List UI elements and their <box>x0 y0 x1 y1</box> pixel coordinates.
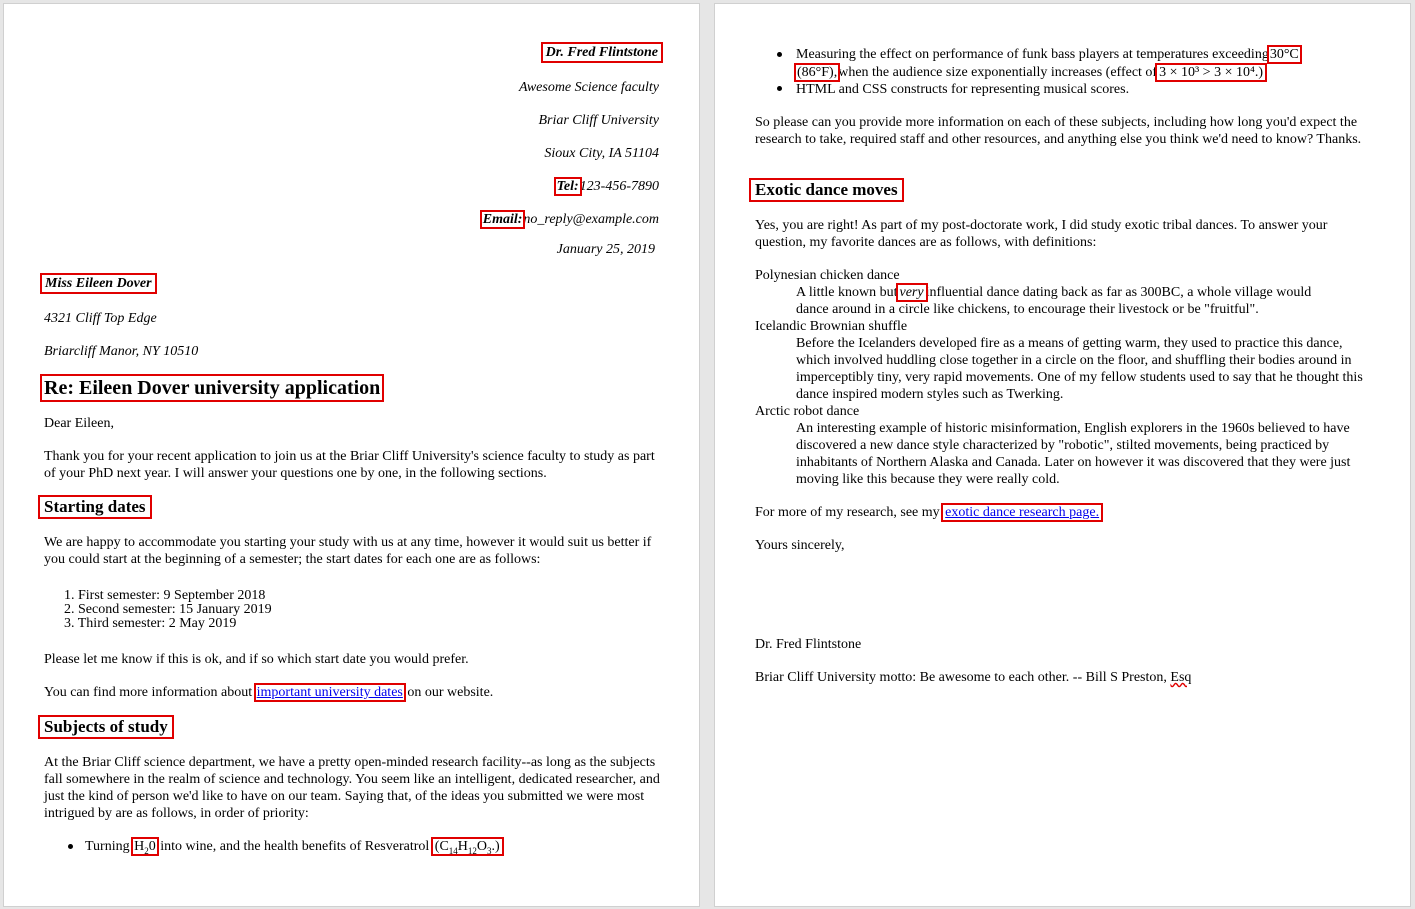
resveratrol-formula: $(C_{14}H_{12}O_3.)$ <box>434 839 500 856</box>
bullet-3 <box>777 86 782 91</box>
bullet-2 <box>777 52 782 57</box>
closing: Yours sincerely, <box>755 538 845 553</box>
subject-heading: Re: Eileen Dover university application <box>44 377 381 399</box>
date-item-2: 2. Second semester: 15 January 2019 <box>64 602 272 617</box>
email-label: Email: <box>482 212 523 227</box>
h2o-sub: 2 <box>144 845 149 856</box>
sender-city: Sioux City, IA 51104 <box>544 146 659 161</box>
subject-item-3: HTML and CSS constructs for representing musical scores. <box>796 82 1130 97</box>
motto-text: Briar Cliff University motto: Be awesome to each other. -- Bill S Preston, <box>755 670 1167 685</box>
very-emphasis: very <box>899 285 924 300</box>
greeting: Dear Eileen, <box>44 416 114 431</box>
temp-celsius: 30°C <box>1269 47 1299 62</box>
b2-mid: when the audience size exponentially increases (effect of <box>838 65 1158 80</box>
dance-def-2: Before the Icelanders developed fire as a means of getting warm, they used to practice this dance, which involved huddling close together in a circle on the floor, and shuffling their bodies around in imperceptibly tiny, very rapid movements. One of my fellow students used to say that he thought this dance inspired modern styles such as Twerking. <box>796 336 1363 402</box>
date-item-3: 3. Third semester: 2 May 2019 <box>64 616 237 631</box>
starting-dates-paragraph: We are happy to accommodate you starting your study with us at any time, however it would suit us better if you could start at the beginning of a semester; the start dates for each one are as follows: <box>44 535 652 567</box>
subject-item-1 <box>85 838 502 855</box>
b1-mid: into wine, and the health benefits of Resveratrol <box>160 839 430 854</box>
motto-esq: Esq <box>1170 670 1192 685</box>
b1-text: Turning <box>85 839 130 854</box>
dance-term-3: Arctic robot dance <box>755 404 860 419</box>
sender-university: Briar Cliff University <box>538 113 659 128</box>
h2o-h: H <box>134 839 145 854</box>
dance-def-1-line1 <box>796 284 1311 301</box>
signature: Dr. Fred Flintstone <box>755 637 862 652</box>
exponent-formula: 3 × 10³ > 3 × 10⁴.) <box>1159 65 1264 80</box>
h2o-o: 0 <box>148 839 156 854</box>
dance-heading: Exotic dance moves <box>751 180 902 200</box>
tel-value: 123-456-7890 <box>579 179 659 194</box>
dance-more-text: For more of my research, see my <box>755 505 940 520</box>
h2o-formula <box>133 839 157 854</box>
dance-more-paragraph <box>755 504 1101 521</box>
subject-item-2-line1 <box>796 46 1300 63</box>
dance-intro: Yes, you are right! As part of my post-doctorate work, I did study exotic tribal dances. To answer your question, my favorite dances are as follows, with definitions: <box>755 218 1328 250</box>
document-page-2 <box>714 3 1411 907</box>
d1-text: A little known but <box>796 285 898 300</box>
d1-text-after: influential dance dating back as far as 300BC, a whole village would <box>925 285 1312 300</box>
recipient-street: 4321 Cliff Top Edge <box>44 311 157 326</box>
subject-item-2-line2 <box>796 64 1265 81</box>
prefer-paragraph: Please let me know if this is ok, and if so which start date you would prefer. <box>44 652 469 667</box>
bullet-1 <box>68 844 73 849</box>
letter-date: January 25, 2019 <box>556 242 655 257</box>
more-info-paragraph <box>44 684 493 701</box>
date-item-1: 1. First semester: 9 September 2018 <box>64 588 266 603</box>
sender-email-line <box>482 211 659 228</box>
more-info-text: You can find more information about <box>44 685 253 700</box>
dance-research-link[interactable]: exotic dance research page. <box>945 505 1100 520</box>
ask-paragraph: So please can you provide more information on each of these subjects, including how long you'd expect the research to take, required staff and other resources, and anything else you think we'd need to know? Thanks. <box>755 115 1362 147</box>
b2-text: Measuring the effect on performance of funk bass players at temperatures exceeding <box>796 47 1269 62</box>
more-info-text-after: on our website. <box>407 685 494 700</box>
tel-label: Tel: <box>556 179 579 194</box>
subjects-heading: Subjects of study <box>40 717 172 737</box>
starting-dates-heading: Starting dates <box>40 497 150 517</box>
sender-name: Dr. Fred Flintstone <box>543 44 661 61</box>
recipient-city: Briarcliff Manor, NY 10510 <box>44 344 199 359</box>
dance-def-1-line2: dance around in a circle like chickens, to encourage their livestock or be "fruitful". <box>796 302 1259 317</box>
dance-term-2: Icelandic Brownian shuffle <box>755 319 908 334</box>
subjects-paragraph: At the Briar Cliff science department, we have a pretty open-minded research facility--as long as the subjects fall somewhere in the realm of science and technology. You seem like an intelligent, dedicated researcher, and just the kind of person we'd like to have on our team. Saying that, of the ideas you submitted we were most intrigued by are as follows, in order of priority: <box>44 755 660 821</box>
important-dates-link[interactable]: important university dates <box>256 685 403 700</box>
temp-fahrenheit: (86°F), <box>797 65 838 80</box>
email-value: no_reply@example.com <box>523 212 659 227</box>
dance-term-1: Polynesian chicken dance <box>755 268 900 283</box>
dance-def-3: An interesting example of historic misinformation, English explorers in the 1960s believed to have discovered a new dance style characterized by "robotic", stilted movements, being practiced by inhabitants of Northern Alaska and Canada. Later on however it was discovered that they were just moving like this because they were really cold. <box>796 421 1351 487</box>
sender-faculty: Awesome Science faculty <box>519 80 659 95</box>
document-page-1 <box>3 3 700 907</box>
motto <box>755 669 1191 686</box>
intro-paragraph: Thank you for your recent application to join us at the Briar Cliff University's science faculty to study as part of your PhD next year. I will answer your questions one by one, in the following sections. <box>44 449 655 481</box>
recipient-name: Miss Eileen Dover <box>42 275 155 292</box>
sender-tel-line <box>556 178 659 195</box>
